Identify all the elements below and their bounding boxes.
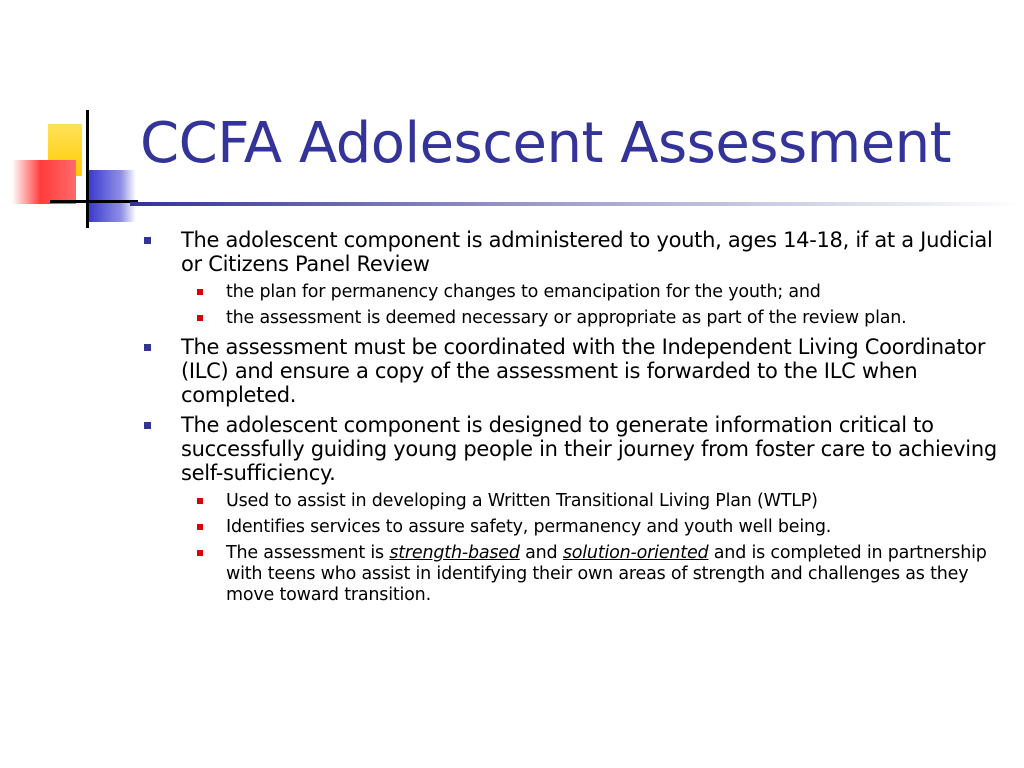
sub-bullet-list: [181, 491, 998, 606]
slide-title: CCFA Adolescent Assessment: [140, 111, 952, 176]
sub-bullet-square-icon: [197, 524, 203, 530]
sub-bullet-item: [142, 491, 998, 512]
sub-bullet-list: [181, 282, 998, 329]
emphasis-solution-oriented: solution-oriented: [562, 543, 709, 563]
logo-red-square: [12, 160, 76, 204]
sub-bullet-square-icon: [197, 498, 203, 504]
sub-bullet-item: [142, 517, 998, 538]
bullet-list: [142, 228, 998, 606]
sub-bullet-text: the plan for permanency changes to emancipation for the youth; and: [226, 282, 821, 302]
bullet-square-icon: [144, 237, 151, 244]
bullet-text: The adolescent component is administered to youth, ages 14-18, if at a Judicial or Citizens Panel Review: [181, 228, 993, 276]
bullet-item: [142, 335, 998, 407]
logo-horizontal-line: [50, 200, 138, 203]
logo-blue-square: [86, 170, 136, 222]
sub-bullet-item: [142, 308, 998, 329]
bullet-text: The assessment must be coordinated with the Independent Living Coordinator (ILC) and ensure a copy of the assessment is forwarded to the ILC when completed.: [181, 335, 986, 407]
bullet-text: The adolescent component is designed to generate information critical to successfully guiding young people in their journey from foster care to achieving self-sufficiency.: [181, 413, 997, 485]
slide-logo: [0, 0, 140, 230]
bullet-square-icon: [144, 344, 151, 351]
sub-bullet-item: [142, 543, 998, 606]
sub-bullet-text: Identifies services to assure safety, permanency and youth well being.: [226, 517, 832, 537]
sub-bullet-square-icon: [197, 315, 203, 321]
sub-bullet-text-prefix: The assessment is: [226, 543, 390, 563]
sub-bullet-text-suffix: and is completed in partnership with teens who assist in identifying their own areas of strength and challenges as they move toward transition.: [226, 543, 987, 605]
logo-vertical-line: [86, 110, 89, 228]
emphasis-strength-based: strength-based: [389, 543, 520, 563]
sub-bullet-text-mid: and: [519, 543, 563, 563]
bullet-item: [142, 228, 998, 329]
sub-bullet-item: [142, 282, 998, 303]
sub-bullet-square-icon: [197, 550, 203, 556]
bullet-item: [142, 413, 998, 606]
sub-bullet-square-icon: [197, 289, 203, 295]
slide-content: [142, 228, 998, 612]
bullet-square-icon: [144, 422, 151, 429]
sub-bullet-text: the assessment is deemed necessary or appropriate as part of the review plan.: [226, 308, 907, 328]
sub-bullet-text: Used to assist in developing a Written Transitional Living Plan (WTLP): [226, 491, 818, 511]
title-underline-rule: [130, 202, 1020, 206]
